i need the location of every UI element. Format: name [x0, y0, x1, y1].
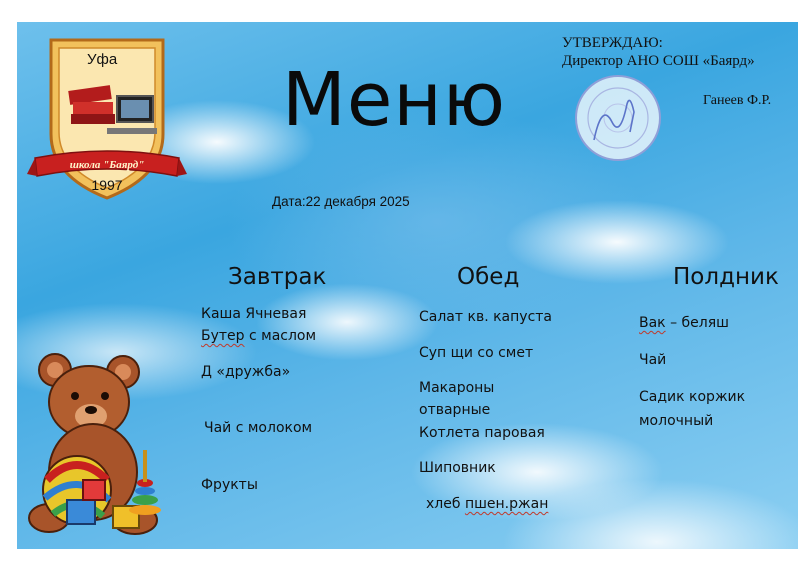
breakfast-item: Фрукты: [201, 477, 258, 493]
breakfast-heading: Завтрак: [228, 264, 327, 290]
school-logo: [27, 26, 187, 204]
snack-heading: Полдник: [673, 264, 779, 290]
approve-heading: УТВЕРЖДАЮ:: [562, 35, 663, 51]
lunch-item: хлеб пшен.ржан: [426, 496, 549, 512]
page-title: Меню: [282, 57, 507, 143]
approve-position: Директор АНО СОШ «Баярд»: [562, 53, 755, 69]
menu-sheet: [17, 22, 798, 549]
lunch-item: Макароны: [419, 380, 495, 396]
logo-city: Уфа: [87, 51, 118, 68]
teddy-bear-illustration: [27, 350, 177, 540]
logo-school-name: школа "Баярд": [69, 159, 145, 171]
official-stamp: [572, 72, 664, 164]
logo-year: 1997: [91, 177, 123, 193]
breakfast-item: Каша Ячневая: [201, 306, 307, 322]
breakfast-item: Чай с молоком: [204, 420, 313, 436]
lunch-item: Шиповник: [419, 460, 496, 476]
lunch-item: Котлета паровая: [419, 425, 545, 441]
lunch-heading: Обед: [457, 264, 520, 290]
approval-block: [562, 34, 755, 70]
snack-item: Чай: [639, 352, 667, 368]
breakfast-item: Д «дружба»: [201, 364, 291, 380]
snack-item: Садик коржик: [639, 389, 746, 405]
lunch-item: Суп щи со смет: [419, 345, 534, 361]
snack-item: молочный: [639, 413, 714, 429]
breakfast-item: Бутер с маслом: [201, 328, 317, 344]
menu-date: Дата:22 декабря 2025: [272, 194, 410, 209]
lunch-item: отварные: [419, 402, 491, 418]
lunch-item: Салат кв. капуста: [419, 309, 552, 325]
snack-item: Вак – беляш: [639, 315, 729, 331]
director-name: Ганеев Ф.Р.: [703, 93, 772, 108]
